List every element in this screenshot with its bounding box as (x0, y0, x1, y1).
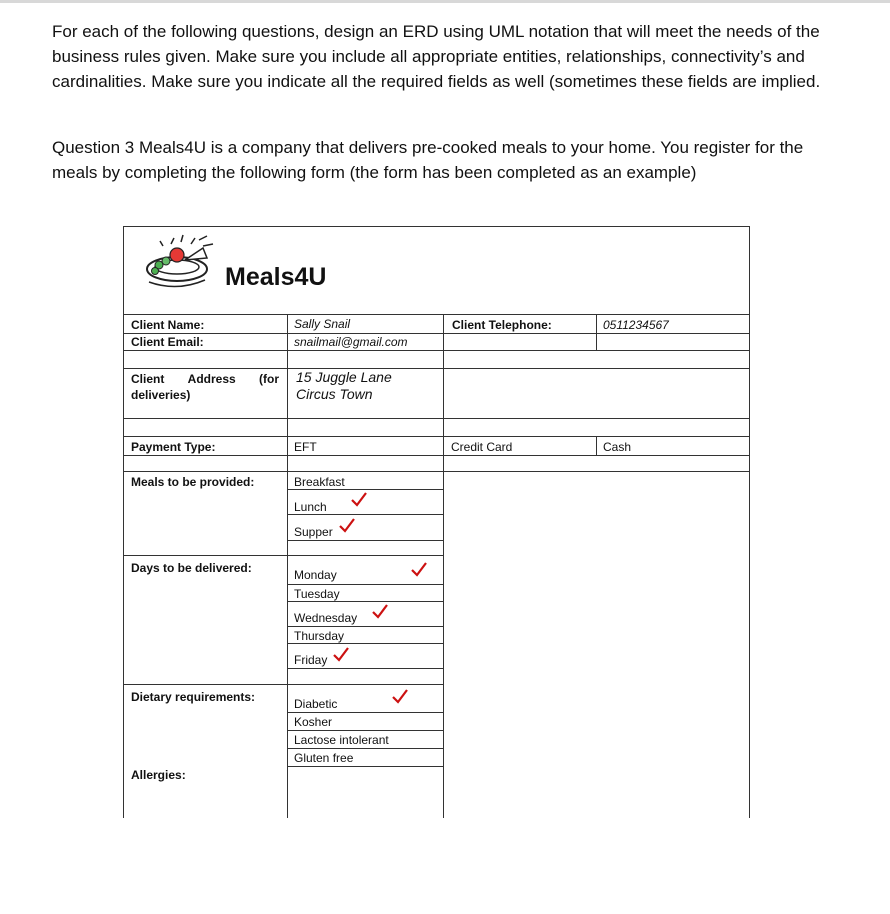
monday-checkmark-icon (410, 561, 428, 577)
address-label-line1 (131, 371, 279, 387)
client-telephone-label: Client Telephone: (452, 318, 552, 332)
payment-option-cash: Cash (603, 440, 632, 454)
company-name: Meals4U (225, 263, 327, 291)
payment-option-credit-card: Credit Card (451, 440, 513, 454)
supper-checkmark-icon (338, 517, 356, 533)
address-label-word: Address (187, 372, 236, 386)
lunch-checkmark-icon (350, 491, 368, 507)
dietary-option: Lactose intolerant (294, 733, 389, 747)
client-name-label: Client Name: (131, 318, 205, 332)
client-telephone-value: 0511234567 (603, 318, 669, 332)
dietary-option: Kosher (294, 715, 333, 729)
address-label-word: Client (131, 372, 165, 386)
address-label-word: (for (259, 372, 279, 386)
dietary-option: Gluten free (294, 751, 354, 765)
instructions-paragraph: For each of the following questions, design an ERD using UML notation that will meet the needs of the business rules given. Make sure you include all appropriate entities, relationships, connectivity’s and cardinalities. Make sure you indicate all the required fields as well (sometimes these fields are implied. (52, 22, 821, 91)
diabetic-checkmark-icon (391, 688, 409, 704)
meal-option: Lunch (294, 500, 327, 514)
day-option: Tuesday (294, 587, 340, 601)
address-label-line2: deliveries) (131, 388, 191, 402)
address-line2: Circus Town (296, 386, 373, 402)
payment-type-label: Payment Type: (131, 440, 216, 454)
meal-option: Supper (294, 525, 333, 539)
meals-label: Meals to be provided: (131, 475, 255, 489)
address-line1: 15 Juggle Lane (296, 369, 392, 385)
friday-checkmark-icon (332, 646, 350, 662)
day-option: Monday (294, 568, 337, 582)
question-paragraph: Question 3 Meals4U is a company that delivers pre-cooked meals to your home. You register for the meals by completing the following form (the form has been completed as an example) (52, 138, 804, 182)
client-name-value: Sally Snail (294, 317, 351, 331)
dietary-option: Diabetic (294, 697, 338, 711)
client-email-value: snailmail@gmail.com (294, 335, 408, 349)
days-label: Days to be delivered: (131, 561, 252, 575)
allergies-label: Allergies: (131, 768, 186, 782)
dietary-label: Dietary requirements: (131, 690, 256, 704)
day-option: Wednesday (294, 611, 358, 625)
day-option: Thursday (294, 629, 345, 643)
meal-option: Breakfast (294, 475, 345, 489)
day-option: Friday (294, 653, 328, 667)
client-email-label: Client Email: (131, 335, 204, 349)
meal-logo-icon (141, 230, 219, 290)
payment-option-eft: EFT (294, 440, 317, 454)
wednesday-checkmark-icon (371, 603, 389, 619)
